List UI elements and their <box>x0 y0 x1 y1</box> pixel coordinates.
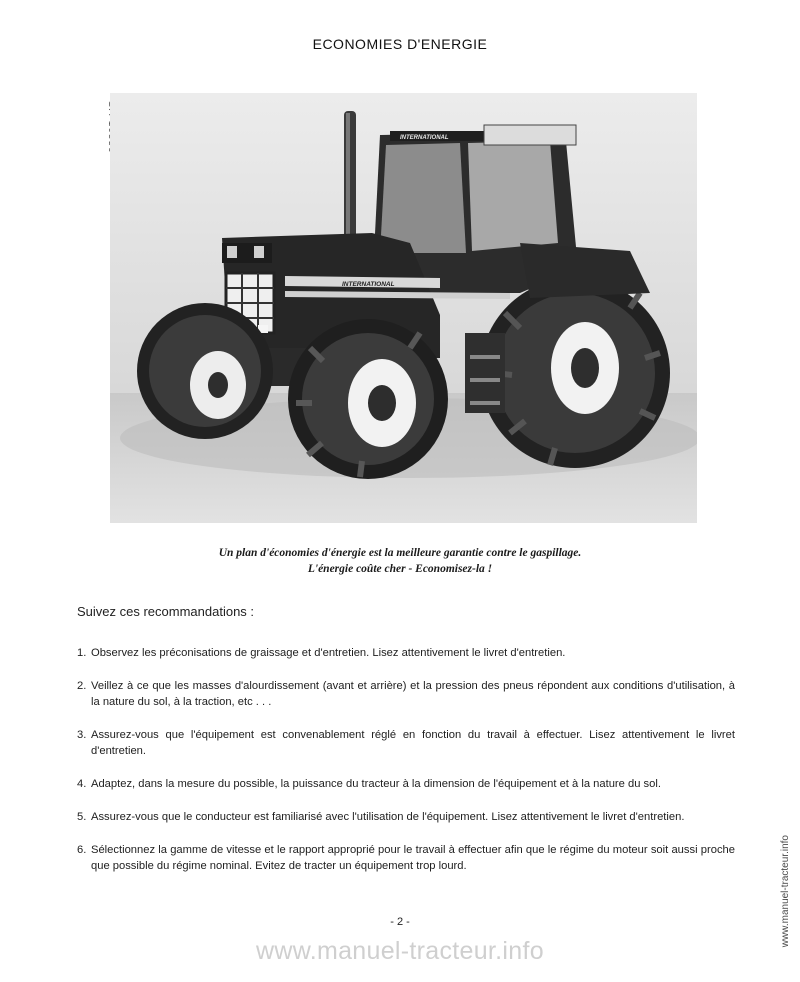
recommendation-text: Assurez-vous que le conducteur est familiarisé avec l'utilisation de l'équipement. Lisez attentivement le livret d'entretien. <box>91 811 685 823</box>
recommendation-text: Sélectionnez la gamme de vitesse et le rapport approprié pour le travail à effectuer afin que le régime du moteur soit aussi proche que possible du régime nominal. Evitez de tracter un équipement trop lourd. <box>91 844 735 872</box>
recommendation-item <box>77 678 735 710</box>
caption-line-1: Un plan d'économies d'énergie est la meilleure garantie contre le gaspillage. <box>218 547 582 559</box>
page-number: - 2 - <box>390 916 410 928</box>
recommendation-item <box>77 842 735 874</box>
watermark-url: www.manuel-tracteur.info <box>256 937 544 965</box>
recommendation-item <box>77 776 735 792</box>
recommendation-item <box>77 809 735 825</box>
recommendation-text: Observez les préconisations de graissage et d'entretien. Lisez attentivement le livret d'entretien. <box>91 647 566 659</box>
caption-line-2: L'énergie coûte cher - Economisez-la ! <box>307 563 493 575</box>
recommendation-number: 3. <box>77 729 87 741</box>
recommendation-text: Adaptez, dans la mesure du possible, la puissance du tracteur à la dimension de l'équipement et à la nature du sol. <box>91 778 661 790</box>
recommendation-number: 1. <box>77 647 87 659</box>
recommendations-intro: Suivez ces recommandations : <box>77 604 255 619</box>
side-watermark-url: www.manuel-tracteur.info <box>780 835 791 948</box>
recommendation-number: 2. <box>77 680 87 692</box>
recommendations-list <box>77 645 735 874</box>
recommendation-item <box>77 645 735 661</box>
recommendation-number: 4. <box>77 778 87 790</box>
photo-caption <box>0 545 800 577</box>
tractor-photo <box>110 93 697 523</box>
recommendation-number: 5. <box>77 811 87 823</box>
recommendation-text: Veillez à ce que les masses d'alourdissement (avant et arrière) et la pression des pneus répondent aux conditions d'utilisation, à la nature du sol, à la traction, etc . . . <box>91 680 735 708</box>
recommendation-item <box>77 727 735 759</box>
hood-brand-label: INTERNATIONAL <box>342 281 395 288</box>
cab-brand-label: INTERNATIONAL <box>400 135 449 141</box>
page-title: ECONOMIES D'ENERGIE <box>312 36 488 52</box>
recommendation-text: Assurez-vous que l'équipement est convenablement réglé en fonction du travail à effectuer. Lisez attentivement le livret d'entretien. <box>91 729 735 757</box>
recommendation-number: 6. <box>77 844 87 856</box>
